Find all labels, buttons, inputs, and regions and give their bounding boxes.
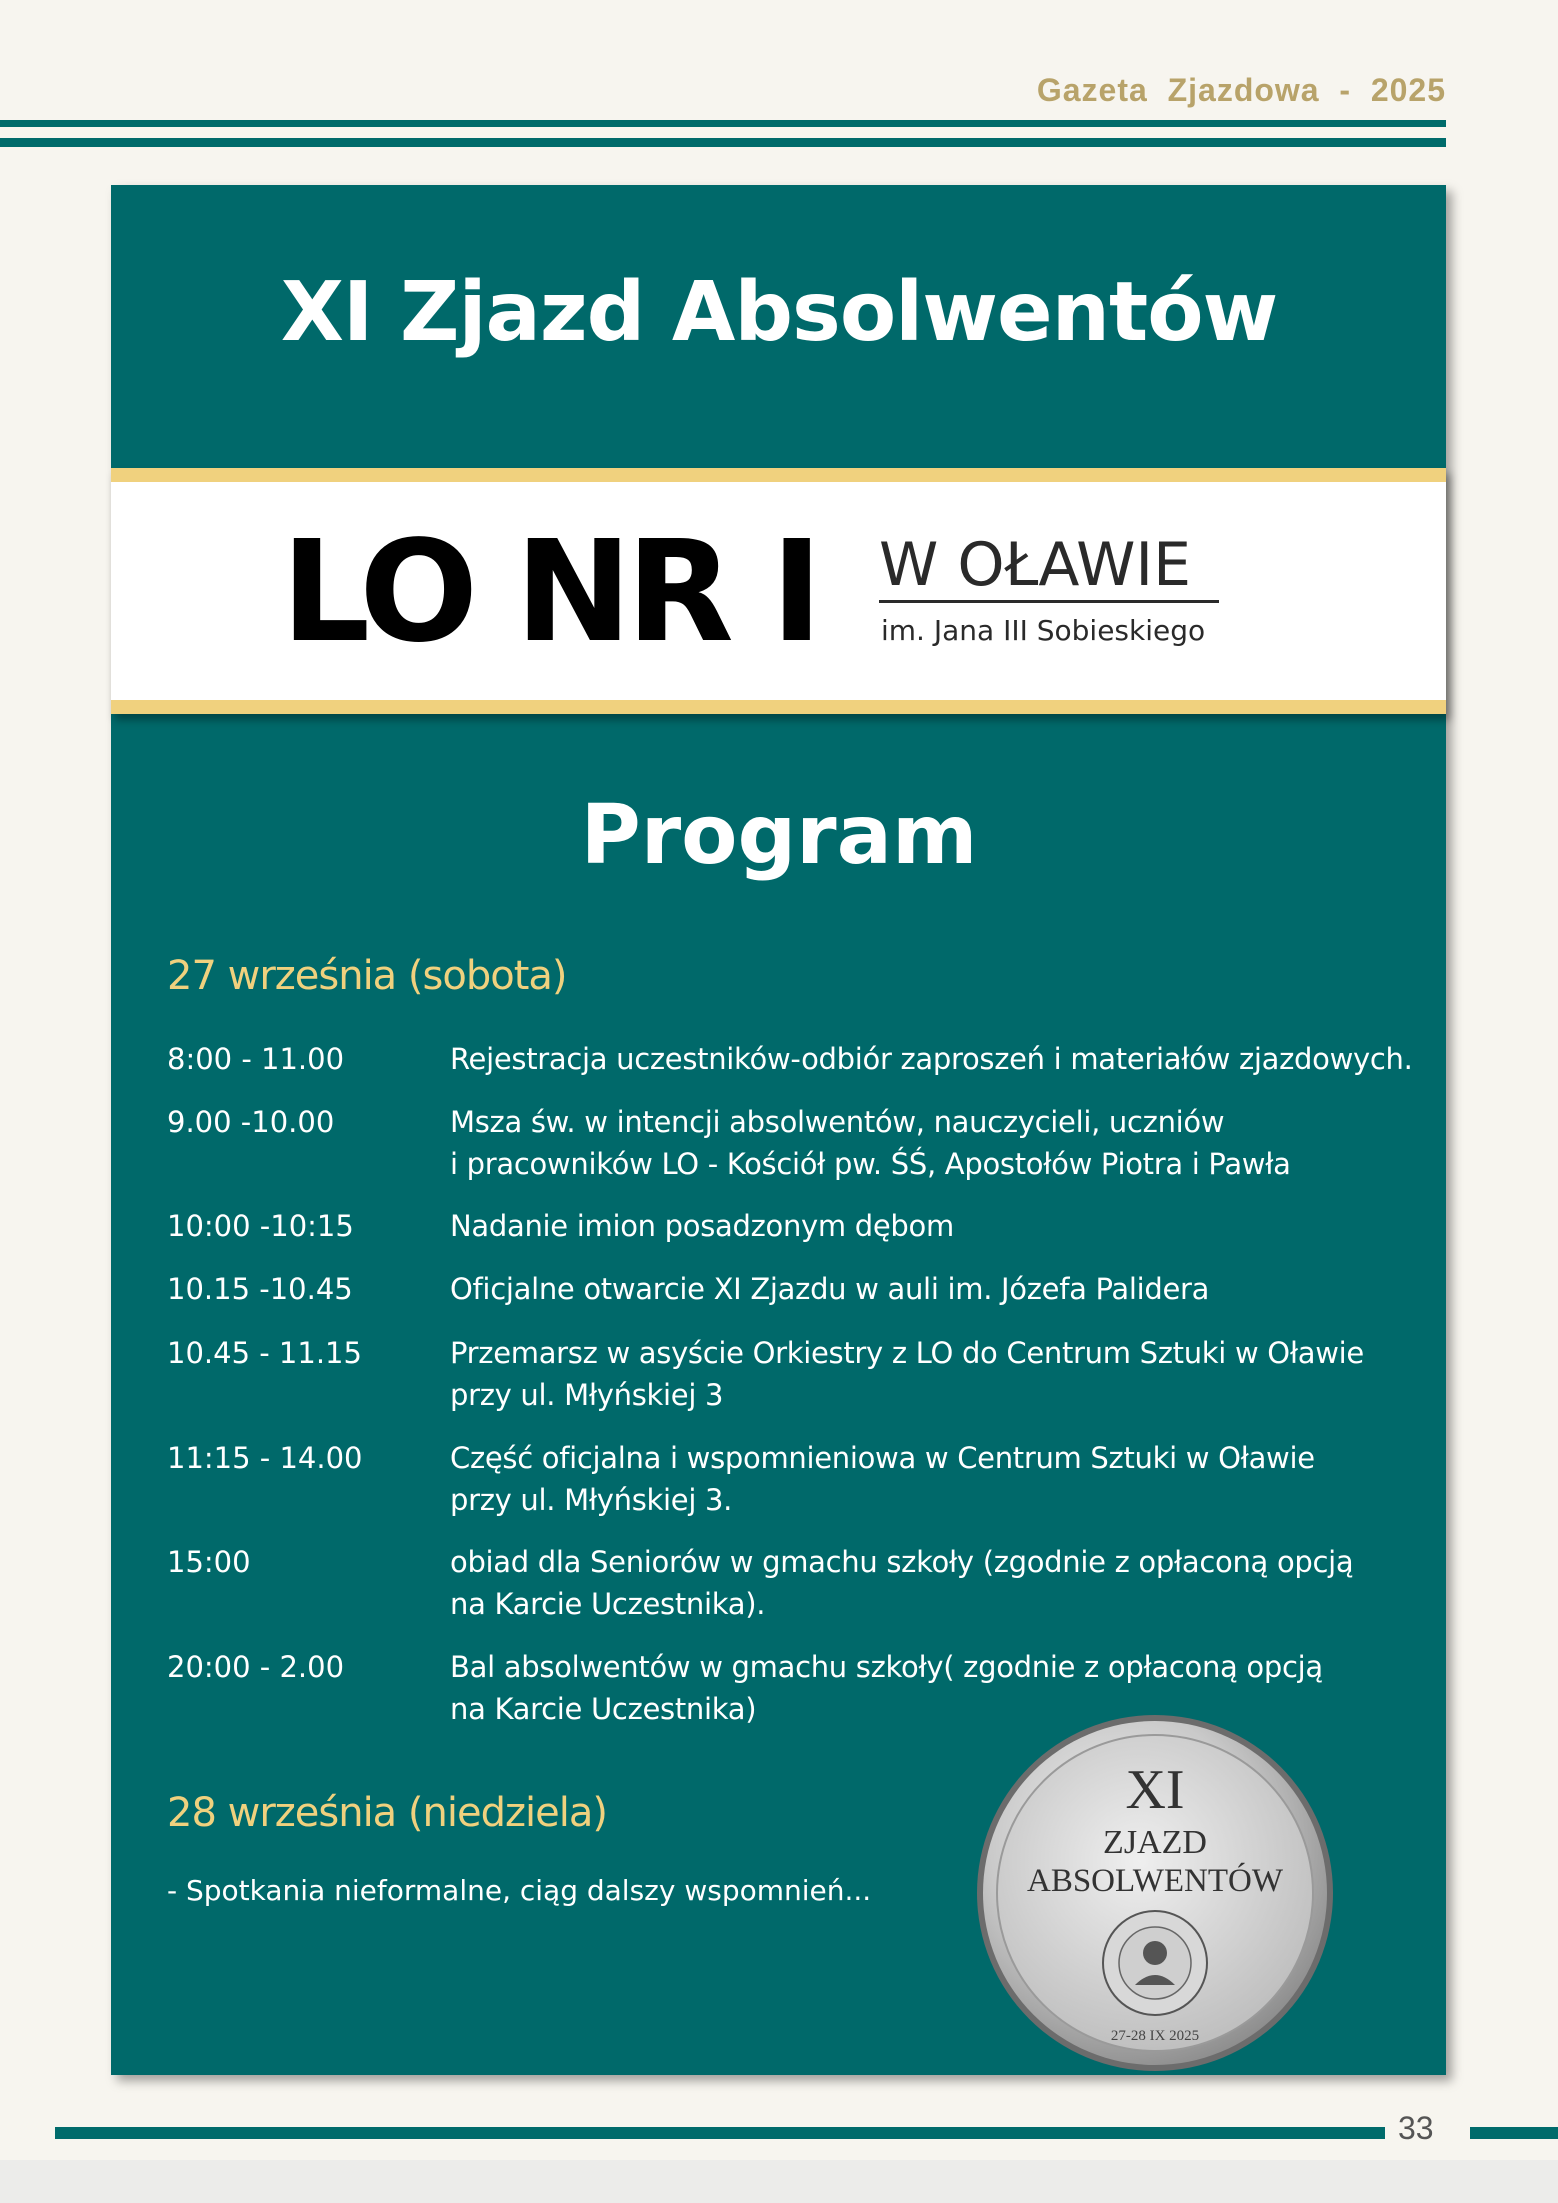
bottom-band bbox=[0, 2160, 1558, 2203]
page-number: 33 bbox=[1398, 2110, 1434, 2146]
event-title: XI Zjazd Absolwentów bbox=[280, 265, 1278, 360]
schedule-time: 10:00 -10:15 bbox=[167, 1209, 354, 1243]
medal-line1: XI bbox=[1125, 1759, 1185, 1821]
schedule-desc bbox=[450, 1205, 1410, 1247]
schedule-desc bbox=[450, 1038, 1413, 1080]
schedule-time: 11:15 - 14.00 bbox=[167, 1441, 363, 1475]
schedule-time: 9.00 -10.00 bbox=[167, 1105, 335, 1139]
schedule-desc-line: i pracowników LO - Kościół pw. ŚŚ, Apostołów Piotra i Pawła bbox=[450, 1147, 1291, 1181]
school-banner bbox=[111, 468, 1446, 714]
schedule-desc bbox=[450, 1541, 1410, 1625]
footer-rule-right bbox=[1470, 2127, 1558, 2139]
schedule-desc bbox=[450, 1332, 1410, 1416]
school-location: W OŁAWIE bbox=[879, 530, 1219, 603]
schedule-desc-line: Część oficjalna i wspomnieniowa w Centrum Sztuki w Oławie bbox=[450, 1441, 1315, 1475]
day2-heading: 28 września (niedziela) bbox=[167, 1790, 607, 1836]
schedule-time: 15:00 bbox=[167, 1545, 251, 1579]
schedule-desc-line: przy ul. Młyńskiej 3 bbox=[450, 1378, 724, 1412]
header-rule-top bbox=[0, 120, 1446, 127]
schedule-desc bbox=[450, 1101, 1410, 1185]
schedule-time: 8:00 - 11.00 bbox=[167, 1042, 345, 1076]
schedule-desc-line: przy ul. Młyńskiej 3. bbox=[450, 1483, 733, 1517]
medal-date: 27-28 IX 2025 bbox=[1110, 2028, 1200, 2044]
schedule-desc-line: Przemarsz w asyście Orkiestry z LO do Centrum Sztuki w Oławie bbox=[450, 1336, 1364, 1370]
footer-rule-left bbox=[55, 2127, 1385, 2139]
header-rule-bottom bbox=[0, 138, 1446, 147]
schedule-desc-line: Rejestracja uczestników-odbiór zaproszeń i materiałów zjazdowych. bbox=[450, 1042, 1413, 1076]
day1-heading: 27 września (sobota) bbox=[167, 953, 567, 999]
school-name: LO NR I bbox=[281, 511, 817, 674]
schedule-desc-line: na Karcie Uczestnika) bbox=[450, 1692, 757, 1726]
banner-gold-stripe-bottom bbox=[111, 700, 1446, 714]
publication-header: Gazeta Zjazdowa - 2025 bbox=[1036, 72, 1446, 108]
day2-note: - Spotkania nieformalne, ciąg dalszy wspomnień... bbox=[167, 1874, 872, 1907]
schedule-time: 10.15 -10.45 bbox=[167, 1272, 353, 1306]
schedule-desc-line: Nadanie imion posadzonym dębom bbox=[450, 1209, 954, 1243]
schedule-time: 10.45 - 11.15 bbox=[167, 1336, 362, 1370]
schedule-desc bbox=[450, 1437, 1410, 1521]
reunion-medal bbox=[975, 1713, 1335, 2073]
schedule-desc bbox=[450, 1268, 1410, 1310]
program-title: Program bbox=[580, 788, 978, 883]
schedule-desc-line: Bal absolwentów w gmachu szkoły( zgodnie z opłaconą opcją bbox=[450, 1650, 1323, 1684]
schedule-time: 20:00 - 2.00 bbox=[167, 1650, 345, 1684]
schedule-desc-line: Oficjalne otwarcie XI Zjazdu w auli im. Józefa Palidera bbox=[450, 1272, 1210, 1306]
schedule-desc-line: Msza św. w intencji absolwentów, nauczycieli, uczniów bbox=[450, 1105, 1225, 1139]
portrait-icon bbox=[1103, 1911, 1207, 2015]
schedule-desc-line: obiad dla Seniorów w gmachu szkoły (zgodnie z opłaconą opcją bbox=[450, 1545, 1354, 1579]
banner-gold-stripe-top bbox=[111, 468, 1446, 482]
schedule-desc-line: na Karcie Uczestnika). bbox=[450, 1587, 766, 1621]
medal-line3: ABSOLWENTÓW bbox=[1026, 1863, 1284, 1899]
school-patron: im. Jana III Sobieskiego bbox=[881, 614, 1206, 647]
medal-line2: ZJAZD bbox=[1103, 1824, 1207, 1861]
